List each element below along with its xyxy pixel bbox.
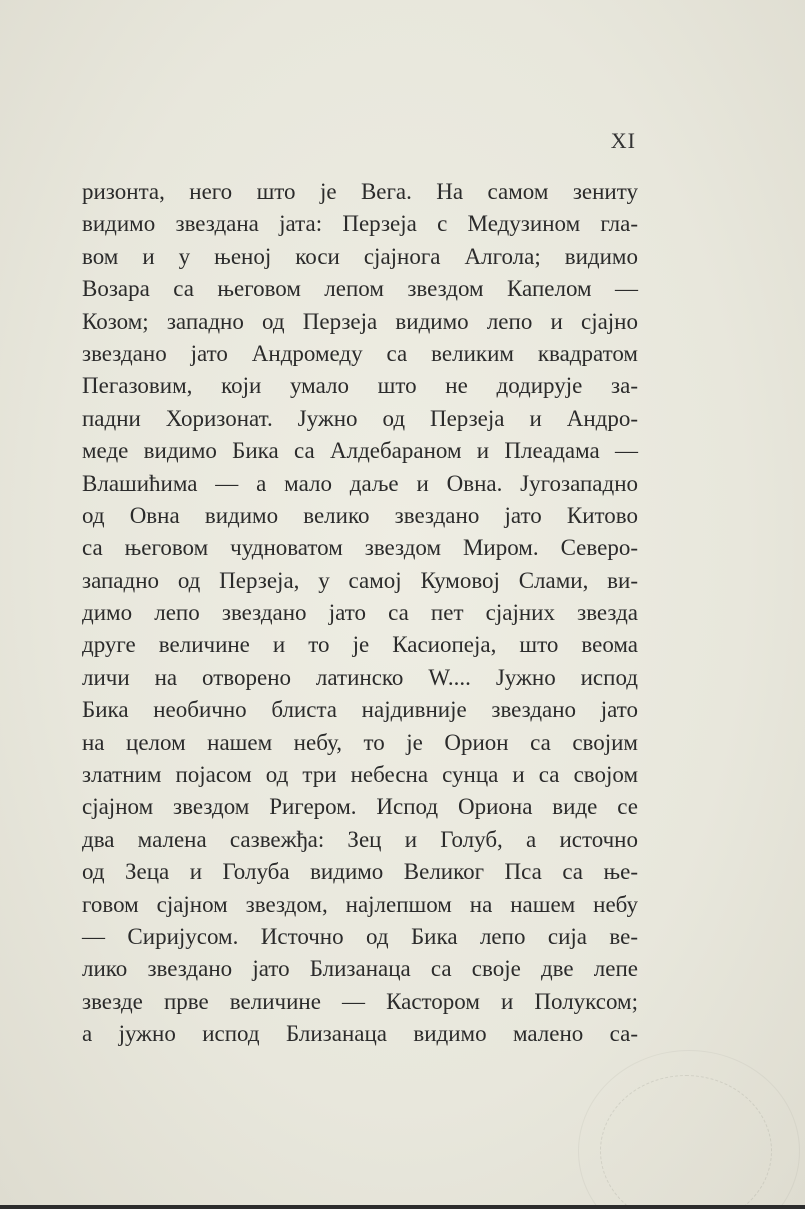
text-line: од Зеца и Голуба видимо Великог Пса са ње- xyxy=(82,859,638,885)
text-line: сјајном звездом Ригером. Испод Ориона виде се xyxy=(82,794,638,820)
text-line: а јужно испод Близанаца видимо малено са- xyxy=(82,1021,638,1047)
text-line: са његовом чудноватом звездом Миром. Северо- xyxy=(82,535,638,561)
text-line: западно од Перзеја, у самој Кумовој Слами, ви- xyxy=(82,567,638,593)
text-line: два малена сазвежђа: Зец и Голуб, а источно xyxy=(82,826,638,852)
text-line: падни Хоризонат. Јужно од Перзеја и Андро- xyxy=(82,405,638,431)
text-line: вом и у њеној коси сјајнога Алгола; видимо xyxy=(82,243,638,269)
text-line: на целом нашем небу, то је Орион са својим xyxy=(82,729,638,755)
text-line: меде видимо Бика са Алдебараном и Плеадама — xyxy=(82,438,638,464)
text-line: Бика необично блиста најдивније звездано јато xyxy=(82,697,638,723)
page-edge xyxy=(0,1205,805,1209)
text-line: — Сиријусом. Источно од Бика лепо сија ве- xyxy=(82,923,638,949)
text-line: димо лепо звездано јато са пет сјајних звезда xyxy=(82,600,638,626)
text-line: говом сјајном звездом, најлепшом на нашем небу xyxy=(82,891,638,917)
text-line: лико звездано јато Близанаца са своје две лепе xyxy=(82,956,638,982)
text-line: Пегазовим, који умало што не додирује за- xyxy=(82,373,638,399)
text-line: друге величине и то је Касиопеја, што веома xyxy=(82,632,638,658)
text-line: Козом; западно од Перзеја видимо лепо и сјајно xyxy=(82,308,638,334)
text-line: звезде прве величине — Кастором и Полуксом; xyxy=(82,988,638,1014)
text-line: од Овна видимо велико звездано јато Китово xyxy=(82,502,638,528)
text-line: Влашићима — а мало даље и Овна. Југозападно xyxy=(82,470,638,496)
text-line: Возара са његовом лепом звездом Капелом — xyxy=(82,276,638,302)
text-line: видимо звездана јата: Перзеја с Медузином гла- xyxy=(82,211,638,237)
text-line: златним појасом од три небесна сунца и са својом xyxy=(82,762,638,788)
body-text xyxy=(82,176,638,1051)
text-line: звездано јато Андромеду са великим квадратом xyxy=(82,340,638,366)
text-line: личи на отворено латинско W.... Јужно испод xyxy=(82,664,638,690)
text-line: ризонта, него што је Вега. На самом зениту xyxy=(82,179,638,204)
page-number: XI xyxy=(610,128,636,153)
